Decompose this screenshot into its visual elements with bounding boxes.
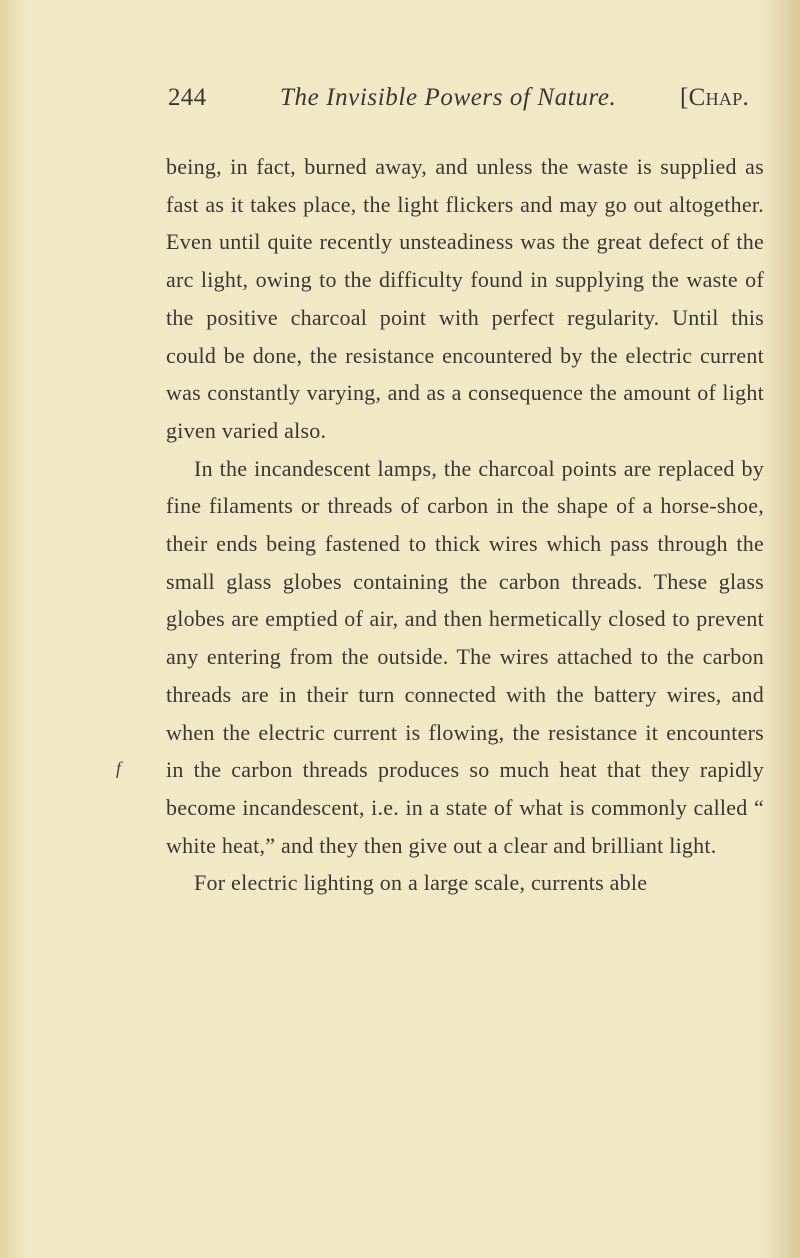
body-text — [166, 148, 764, 902]
page-header — [168, 84, 768, 118]
page-number: 244 — [168, 84, 207, 111]
paragraph-electric-lighting: For electric lighting on a large scale, currents able — [194, 870, 648, 896]
paragraph-incandescent-lamps: In the incandescent lamps, the charcoal points are replaced by fine filaments or threads of carbon in the shape of a horse-shoe, their ends being fastened to thick wires which pass through the small glass globes containing the carbon threads. These glass globes are emptied of air, and then hermetically closed to prevent any entering from the outside. The wires attached to the carbon threads are in their turn connected with the battery wires, and when the electric current is flowing, the resistance it encounters in the carbon threads produces so much heat that they rapidly become incandescent, i.e. in a state of what is commonly called “ white heat,” and they then give out a clear and brilliant light. — [166, 455, 764, 858]
margin-mark: f — [116, 758, 122, 778]
chapter-mark: [Chap. — [680, 84, 750, 111]
paragraph-continued: being, in fact, burned away, and unless the waste is supplied as fast as it takes place, the light flickers and may go out altogether. Even until quite recently unsteadiness was the great defect of the arc light, owing to the difficulty found in supplying the waste of the positive charcoal point with perfect regularity. Until this could be done, the resistance encountered by the electric current was constantly varying, and as a consequence the amount of light given varied also. — [166, 154, 764, 443]
running-title: The Invisible Powers of Nature. — [280, 84, 617, 111]
